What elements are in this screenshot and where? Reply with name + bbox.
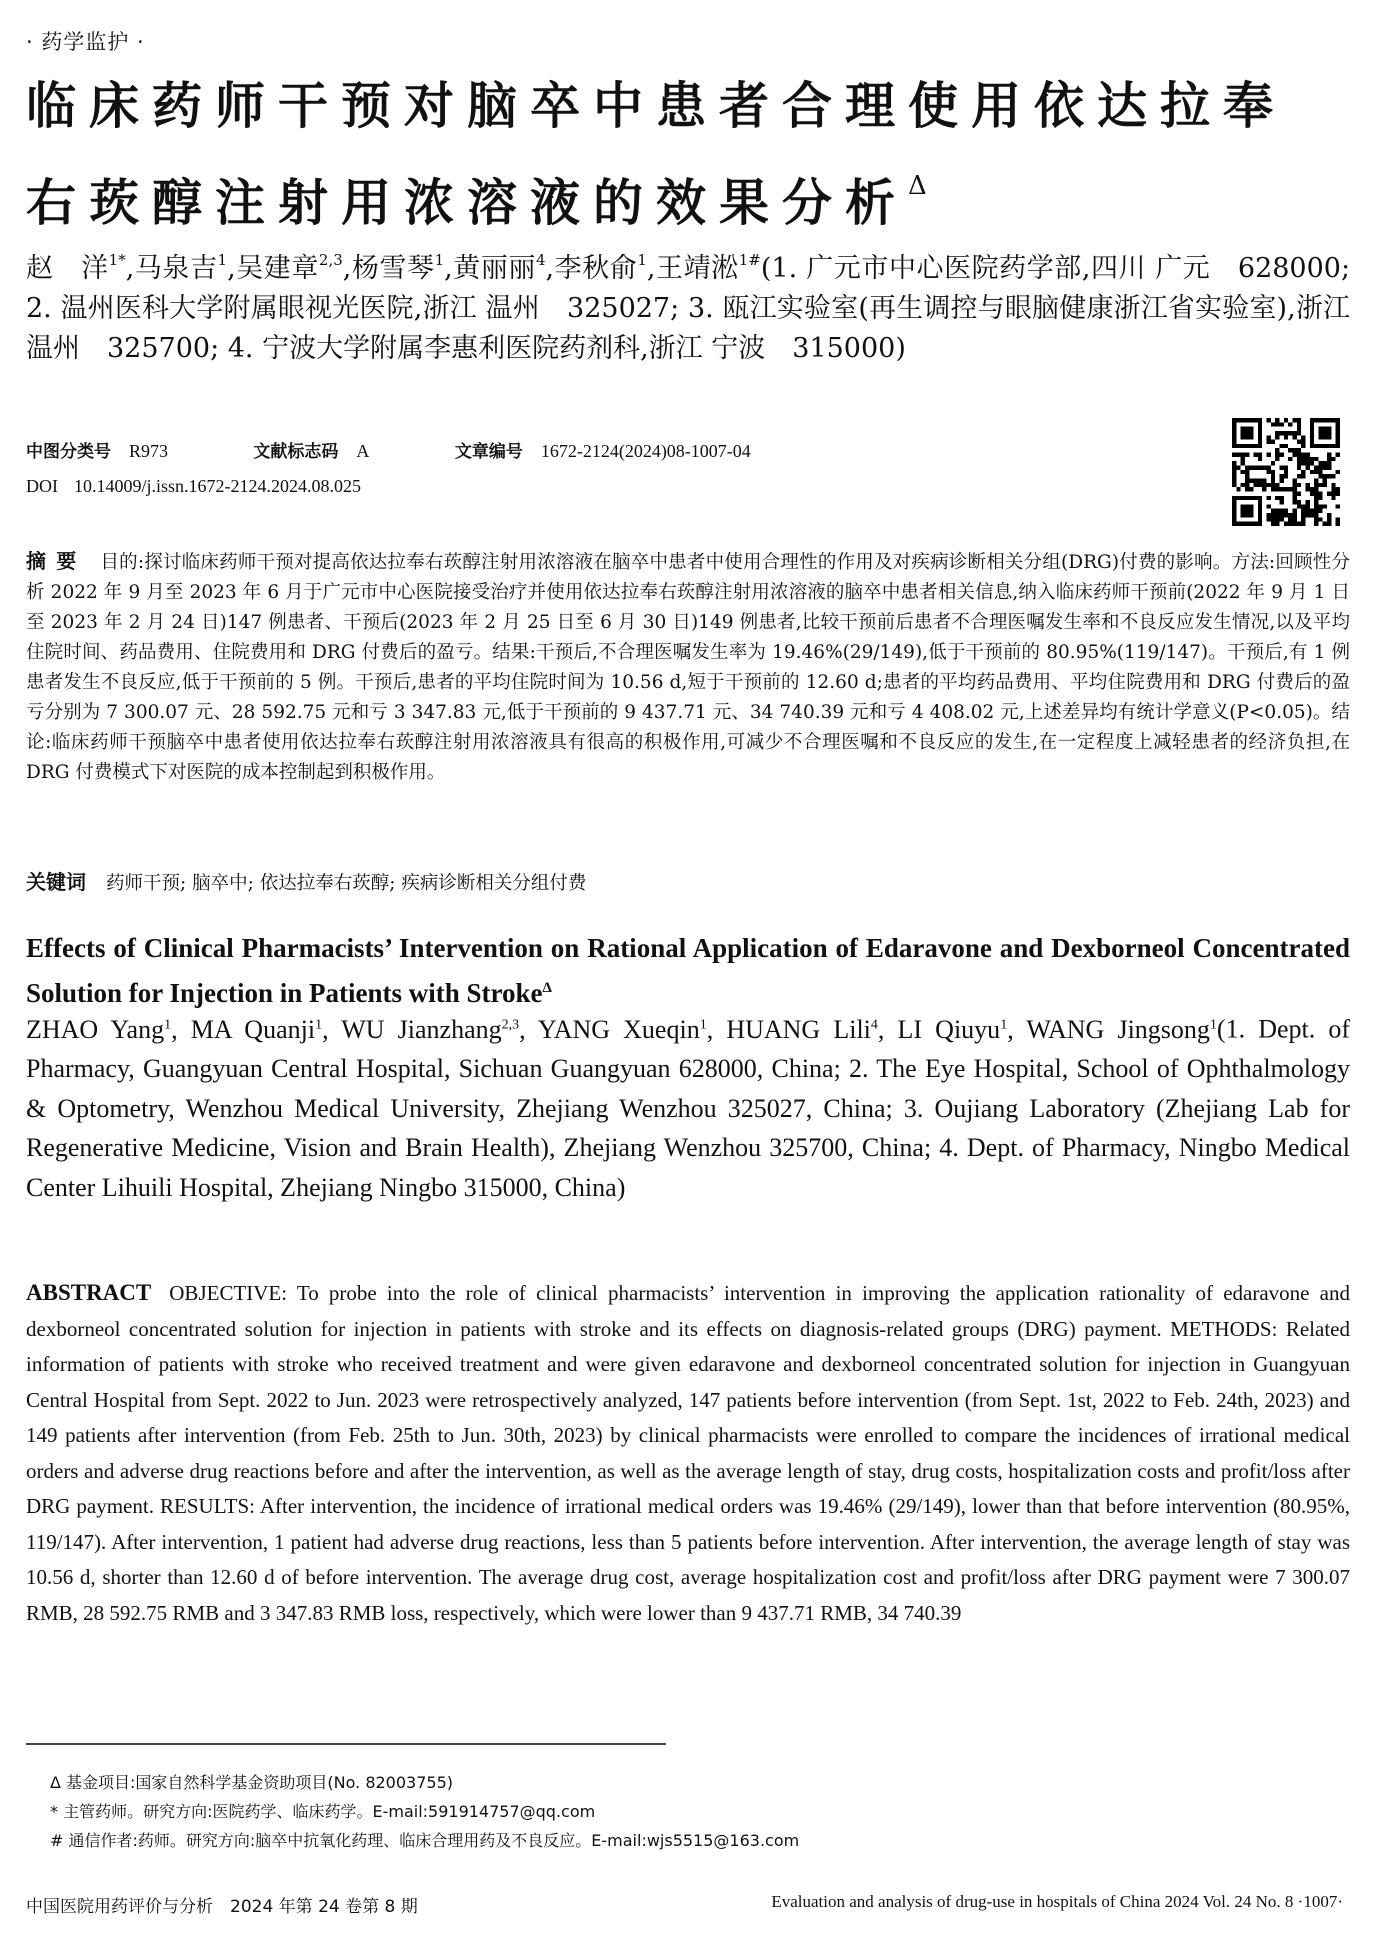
author-name: 赵 洋 <box>26 253 109 284</box>
doi-label: DOI <box>26 476 58 496</box>
author-affiliation-mark: 1 <box>1209 1017 1217 1032</box>
author-name: ZHAO Yang <box>26 1014 165 1044</box>
author-affiliation-mark: 1 <box>1000 1017 1008 1032</box>
classification-row <box>26 437 831 462</box>
author-affiliation-mark: 4 <box>535 251 546 269</box>
author-name: 李秋俞 <box>554 253 638 284</box>
author-affiliation-mark: 1 <box>699 1017 707 1032</box>
funding-mark-en: Δ <box>542 980 552 996</box>
affiliations-cn: (1. 广元市中心医院药学部,四川 广元 628000; 2. 温州医科大学附属眼视光医院,浙江 温州 325027; 3. 瓯江实验室(再生调控与眼脑健康浙江省实验室),浙江 温州 325700; 4. 宁波大学附属李惠利医院药剂科,浙江 宁波 315000) <box>26 253 1351 364</box>
author-affiliation-mark: 1* <box>108 251 126 269</box>
author-affiliation-mark: 1 <box>217 251 228 269</box>
qr-code-icon[interactable] <box>1232 418 1340 526</box>
author-name: 杨雪琴 <box>351 253 435 284</box>
footnote-corresponding-author: # 通信作者:药师。研究方向:脑卒中抗氧化药理、临床合理用药及不良反应。E-mail:wjs5515@163.com <box>50 1831 800 1850</box>
author-affiliation-mark: 2,3 <box>318 251 343 269</box>
author-affiliation-mark: 1 <box>637 251 647 269</box>
abstract-en-text: OBJECTIVE: To probe into the role of clinical pharmacists’ intervention in improving the application rationality of edaravone and dexborneol concentrated solution for injection in patients with stroke and its effects on diagnosis-related groups (DRG) payment. METHODS: Related information of patients with stroke who received treatment and were given edaravone and dexborneol concentrated solution for injection in Guangyuan Central Hospital from Sept. 2022 to Jun. 2023 were retrospectively analyzed, 147 patients before intervention (from Sept. 1st, 2022 to Feb. 24th, 2023) and 149 patients after intervention (from Feb. 25th to Jun. 30th, 2023) by clinical pharmacists were enrolled to compare the incidences of irrational medical orders and adverse drug reactions before and after the intervention, as well as the average length of stay, drug costs, hospitalization costs and profit/loss after DRG payment. RESULTS: After intervention, the incidence of irrational medical orders was 19.46% (29/149), lower than that before intervention (80.95%, 119/147). After intervention, 1 patient had adverse drug reactions, less than 5 patients before intervention. After intervention, the average length of stay was 10.56 d, shorter than 12.60 d of before intervention. The average drug cost, average hospitalization cost and profit/loss after DRG payment were 7 300.07 RMB, 28 592.75 RMB and 3 347.83 RMB loss, respectively, which were lower than 9 437.71 RMB, 34 740.39 <box>26 1281 1350 1625</box>
author-name: YANG Xueqin <box>537 1014 700 1044</box>
author-name: LI Qiuyu <box>897 1014 1001 1044</box>
author-affiliation-mark: 1 <box>164 1017 172 1032</box>
clc-label: 中图分类号 <box>26 442 111 462</box>
author-affiliation-mark: 1# <box>738 251 761 269</box>
author-name: 黄丽丽 <box>452 253 536 284</box>
title-cn-line2: 右莰醇注射用浓溶液的效果分析$^\Delta$ <box>26 171 927 232</box>
doi-value[interactable]: 10.14009/j.issn.1672-2124.2024.08.025 <box>74 476 362 496</box>
author-name: MA Quanji <box>190 1014 316 1044</box>
title-en: Effects of Clinical Pharmacists’ Intervention on Rational Application of Edaravone and Dexborneol Concentrated Solution for Injection in Patients with Stroke$^\Delta$ <box>26 933 1350 1008</box>
keywords-cn-text: 药师干预; 脑卒中; 依达拉奉右莰醇; 疾病诊断相关分组付费 <box>106 873 587 894</box>
abstract-cn-text: 目的:探讨临床药师干预对提高依达拉奉右莰醇注射用浓溶液在脑卒中患者中使用合理性的作用及对疾病诊断相关分组(DRG)付费的影响。方法:回顾性分析 2022 年 9 月至 2023 年 6 月于广元市中心医院接受治疗并使用依达拉奉右莰醇注射用浓溶液的脑卒中患者相关信息,纳入临床药师干预前(2022 年 9 月 1 日至 2023 年 2 月 24 日)147 例患者、干预后(2023 年 2 月 25 日至 6 月 30 日)149 例患者,比较干预前后患者不合理医嘱发生率和不良反应发生情况,以及平均住院时间、药品费用、住院费用和 DRG 付费后的盈亏。结果:干预后,不合理医嘱发生率为 19.46%(29/149),低于干预前的 80.95%(119/147)。干预后,有 1 例患者发生不良反应,低于干预前的 5 例。干预后,患者的平均住院时间为 10.56 d,短于干预前的 12.60 d;患者的平均药品费用、平均住院费用和 DRG 付费后的盈亏分别为 7 300.07 元、28 592.75 元和亏 3 347.83 元,低于干预前的 9 437.71 元、34 740.39 元和亏 4 408.02 元,上述差异均有统计学意义(P<0.05)。结论:临床药师干预脑卒中患者使用依达拉奉右莰醇注射用浓溶液具有很高的积极作用,可减少不合理医嘱和不良反应的发生,在一定程度上减轻患者的经济负担,在 DRG 付费模式下对医院的成本控制起到积极作用。 <box>26 552 1350 783</box>
doc-code-value: A <box>356 441 370 461</box>
footer-journal-en: Evaluation and analysis of drug-use in hospitals of China 2024 Vol. 24 No. 8 ·1007· <box>771 1892 1343 1911</box>
doi-row <box>26 476 361 497</box>
clc-value: R973 <box>129 441 169 461</box>
keywords-cn <box>26 866 1350 895</box>
column-tag: · 药学监护 · <box>26 30 145 54</box>
authors-cn <box>26 240 1350 369</box>
affiliations-en: (1. Dept. of Pharmacy, Guangyuan Central Hospital, Sichuan Guangyuan 628000, China; 2. The Eye Hospital, School of Ophthalmology & Optometry, Wenzhou Medical University, Zhejiang Wenzhou 325027, China; 3. Oujiang Laboratory (Zhejiang Lab for Regenerative Medicine, Vision and Brain Health), Zhejiang Wenzhou 325700, China; 4. Dept. of Pharmacy, Ningbo Medical Center Lihuili Hospital, Zhejiang Ningbo 315000, China) <box>26 1014 1351 1202</box>
author-affiliation-mark: 1 <box>315 1017 323 1032</box>
title-cn-line1: 临床药师干预对脑卒中患者合理使用依达拉奉 <box>26 76 1286 135</box>
footnote-first-author: * 主管药师。研究方向:医院药学、临床药学。E-mail:591914757@qq.com <box>50 1802 596 1821</box>
abstract-en-label: ABSTRACT <box>26 1280 152 1305</box>
keywords-cn-label: 关键词 <box>26 870 86 894</box>
author-name: WU Jianzhang <box>341 1014 502 1044</box>
funding-mark: Δ <box>908 171 927 201</box>
author-list-cn: 赵 洋$^{1*}$,马泉吉$^1$,吴建章$^{2,3}$,杨雪琴$^1$,黄丽丽$^4$,李秋俞$^1$,王靖淞$^{1\#}$ <box>26 251 761 284</box>
article-no-value: 1672-2124(2024)08-1007-04 <box>540 441 751 461</box>
footnote-funding: Δ 基金项目:国家自然科学基金资助项目(No. 82003755) <box>50 1773 453 1792</box>
author-name: 王靖淞 <box>655 253 739 284</box>
footer-journal-cn: 中国医院用药评价与分析 2024 年第 24 卷第 8 期 <box>26 1897 418 1917</box>
author-affiliation-mark: 1 <box>434 251 445 269</box>
article-no-label: 文章编号 <box>454 442 523 462</box>
author-name: 马泉吉 <box>134 253 218 284</box>
author-name: WANG Jingsong <box>1026 1014 1210 1044</box>
authors-en <box>26 1005 1350 1207</box>
doc-code-label: 文献标志码 <box>253 442 339 462</box>
author-affiliation-mark: 4 <box>870 1017 878 1032</box>
author-affiliation-mark: 2,3 <box>501 1017 520 1032</box>
author-list-en: ZHAO Yang$^1$, MA Quanji$^1$, WU Jianzhang$^{2,3}$, YANG Xueqin$^1$, HUANG Lili$^4$, LI Qiuyu$^1$, WANG Jingsong$^1$ <box>26 1014 1217 1044</box>
author-name: 吴建章 <box>235 253 319 284</box>
abstract-cn-label: 摘要 <box>26 549 87 573</box>
footnotes <box>50 1768 1250 1855</box>
abstract-en <box>26 1275 1350 1631</box>
abstract-cn <box>26 546 1350 788</box>
author-name: HUANG Lili <box>726 1014 871 1044</box>
footnote-divider <box>26 1743 666 1745</box>
